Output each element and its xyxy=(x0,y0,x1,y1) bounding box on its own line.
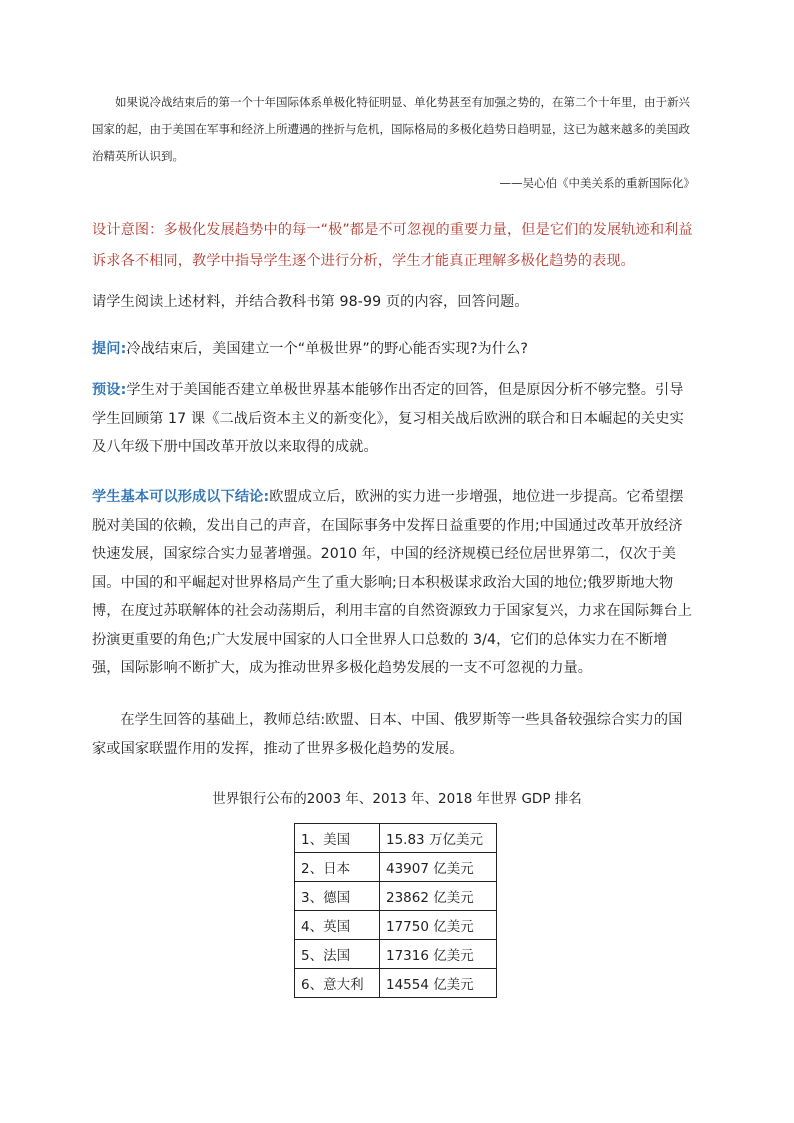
gdp-cell: 43907 亿美元 xyxy=(380,853,497,882)
table-row xyxy=(295,940,497,969)
quote-text: 如果说冷战结束后的第一个十年国际体系单极化特征明显、单化势甚至有加强之势的，在第二个十年里，由于新兴国家的起，由于美国在军事和经济上所遭遇的挫折与危机，国际格局的多极化趋势日趋明显，这已为越来越多的美国政治精英所认识到。 xyxy=(92,95,690,163)
country-cell: 2、日本 xyxy=(295,853,380,882)
table-row xyxy=(295,824,497,853)
gdp-cell: 14554 亿美元 xyxy=(380,969,497,998)
summary-text: 在学生回答的基础上，教师总结:欧盟、日本、中国、俄罗斯等一些具备较强综合实力的国家或国家联盟作用的发挥，推动了世界多极化趋势的发展。 xyxy=(92,712,683,757)
design-intent xyxy=(92,215,696,277)
table-row xyxy=(295,969,497,998)
gdp-cell: 17750 亿美元 xyxy=(380,911,497,940)
preset xyxy=(92,376,696,462)
gdp-cell: 17316 亿美元 xyxy=(380,940,497,969)
gdp-cell: 23862 亿美元 xyxy=(380,882,497,911)
question-label: 提问: xyxy=(92,341,127,357)
question xyxy=(92,335,696,364)
table-row xyxy=(295,911,497,940)
gdp-cell: 15.83 万亿美元 xyxy=(380,824,497,853)
table-row xyxy=(295,853,497,882)
summary xyxy=(92,706,696,763)
instruction-text: 请学生阅读上述材料，并结合教科书第 98-99 页的内容，回答问题。 xyxy=(92,294,529,310)
country-cell: 6、意大利 xyxy=(295,969,380,998)
conclusion-text: 欧盟成立后，欧洲的实力进一步增强，地位进一步提高。它希望摆脱对美国的依赖，发出自己的声音，在国际事务中发挥日益重要的作用;中国通过改革开放经济快速发展，国家综合实力显著增强。2010 年，中国的经济规模已经位居世界第二，仅次于美国。中国的和平崛起对世界格局产生了重大影响;日本积极谋求政治大国的地位;俄罗斯地大物博，在度过苏联解体的社会动荡期后，利用丰富的自然资源致力于国家复兴，力求在国际舞台上扮演更重要的角色;广大发展中国家的人口全世界人口总数的 3/4，它们的总体实力在不断增强，国际影响不断扩大，成为推动世界多极化趋势发展的一支不可忽视的力量。 xyxy=(92,489,693,676)
preset-text: 学生对于美国能否建立单极世界基本能够作出否定的回答，但是原因分析不够完整。引导学生回顾第 17 课《二战后资本主义的新变化》，复习相关战后欧洲的联合和日本崛起的关史实及八年级下册中国改革开放以来取得的成就。 xyxy=(92,382,684,455)
instruction xyxy=(92,288,696,317)
quote-source: ——吴心伯《中美关系的重新国际化》 xyxy=(499,176,695,190)
table-title: 世界银行公布的2003 年、2013 年、2018 年世界 GDP 排名 xyxy=(212,791,582,807)
country-cell: 3、德国 xyxy=(295,882,380,911)
gdp-table xyxy=(294,823,497,998)
quote-block xyxy=(92,89,695,170)
country-cell: 4、英国 xyxy=(295,911,380,940)
design-intent-text: 设计意图：多极化发展趋势中的每一“极”都是不可忽视的重要力量，但是它们的发展轨迹和利益诉求各不相同，教学中指导学生逐个进行分析，学生才能真正理解多极化趋势的表现。 xyxy=(92,222,693,269)
country-cell: 5、法国 xyxy=(295,940,380,969)
table-row xyxy=(295,882,497,911)
conclusion xyxy=(92,483,696,683)
question-text: 冷战结束后，美国建立一个“单极世界”的野心能否实现?为什么? xyxy=(126,341,528,357)
preset-label: 预设: xyxy=(92,382,127,398)
conclusion-label: 学生基本可以形成以下结论: xyxy=(92,489,270,505)
country-cell: 1、美国 xyxy=(295,824,380,853)
